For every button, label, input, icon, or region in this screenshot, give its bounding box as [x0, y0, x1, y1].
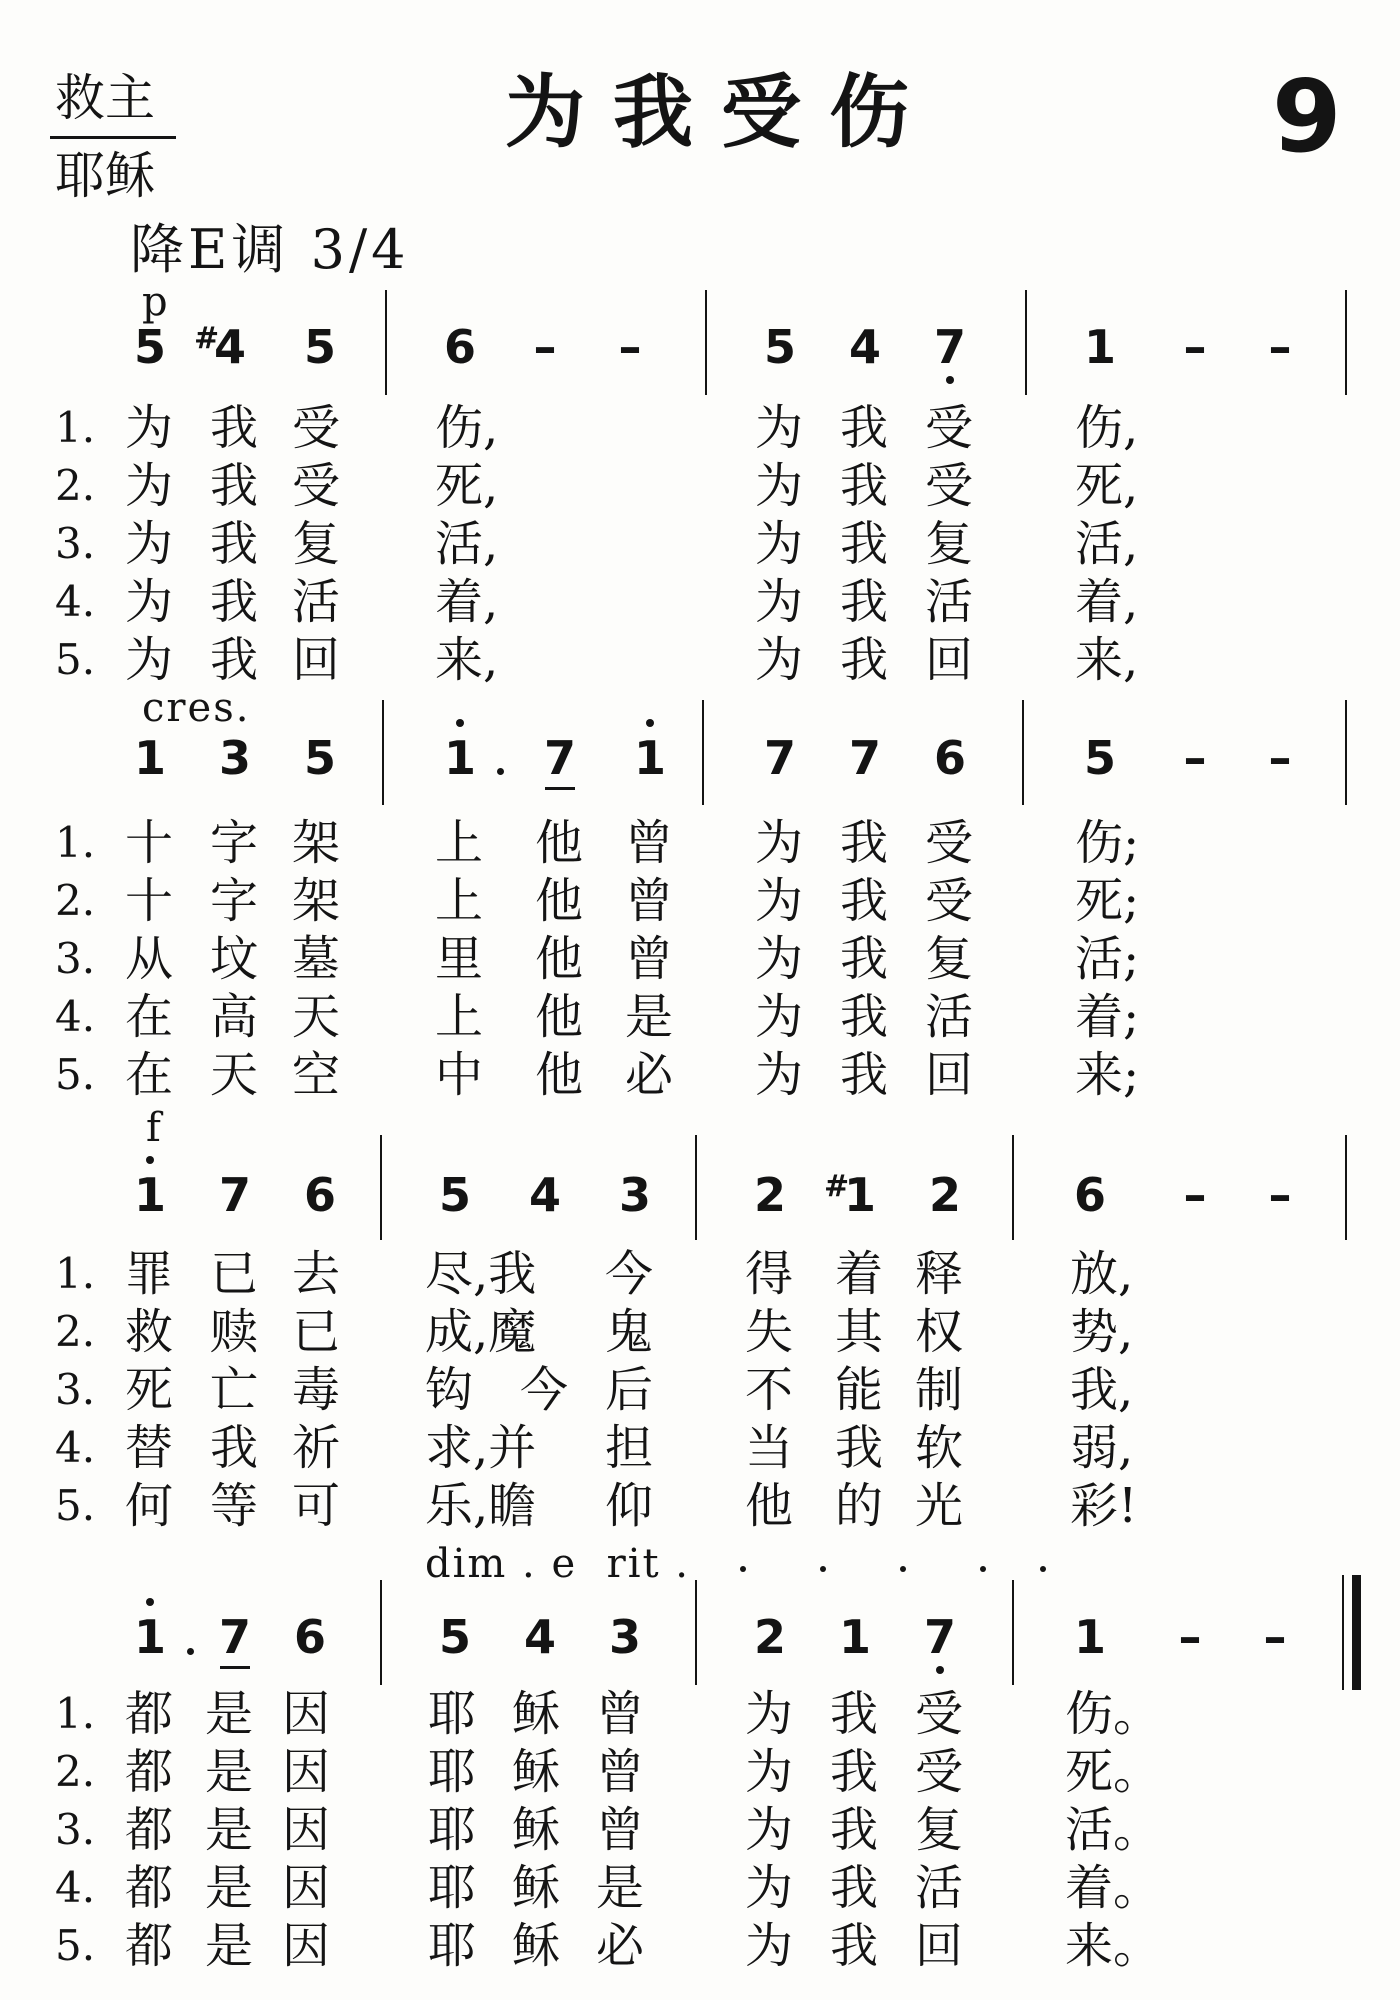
lyric-char: 是 [596, 1860, 645, 1916]
lyric-char: 受 [925, 873, 974, 929]
lyric-char: 字 [210, 873, 259, 929]
lyric-char: 曾 [596, 1686, 645, 1742]
lyric-char: 活 [925, 989, 974, 1045]
lyric-char: 我 [210, 400, 259, 456]
verse-number: 3. [55, 519, 96, 568]
lyric-char: 为 [755, 989, 804, 1045]
lyric-char: 钩 [425, 1362, 474, 1418]
lyric-char: 为 [755, 574, 804, 630]
verse-number: 4. [55, 992, 96, 1041]
lyric-char: 是 [205, 1744, 254, 1800]
lyric-char: 活, [435, 516, 499, 572]
lyric-char: 我 [840, 632, 889, 688]
lyric-char: 我 [830, 1744, 879, 1800]
lyric-char: 坟 [210, 931, 259, 987]
note: 6 [1073, 1168, 1106, 1222]
lyric-char: 为 [755, 1047, 804, 1103]
note: 4 [523, 1610, 556, 1664]
lyric-char: 为 [125, 632, 174, 688]
lyric-char: 我 [840, 989, 889, 1045]
verse-number: 4. [55, 1423, 96, 1472]
dynamic-mark-p: p [142, 279, 168, 325]
verse-number: 2. [55, 876, 96, 925]
augmentation-dot [187, 1648, 194, 1655]
lyric-char: 我 [830, 1918, 879, 1974]
lyric-char: 稣 [512, 1918, 561, 1974]
verse-number: 3. [55, 934, 96, 983]
lyric-char: 必 [596, 1918, 645, 1974]
note: 4 [848, 320, 881, 374]
lyric-char: 里 [435, 931, 484, 987]
lyric-char: 我 [210, 574, 259, 630]
lyric-char: 为 [755, 931, 804, 987]
lyric-char: 我 [830, 1686, 879, 1742]
note-low-octave: 7 [920, 322, 980, 372]
lyric-char: 上 [435, 873, 484, 929]
lyric-char: 受 [292, 458, 341, 514]
lyric-char: 今 [605, 1246, 654, 1302]
lyric-char: 势, [1070, 1304, 1134, 1360]
final-barline-thin [1342, 1575, 1344, 1690]
hymn-title: 为我受伤 [505, 65, 937, 159]
lyric-char: 光 [915, 1478, 964, 1534]
lyric-char: 复 [292, 516, 341, 572]
lyric-char: 是 [205, 1918, 254, 1974]
lyric-char: 都 [125, 1744, 174, 1800]
barline [1012, 1580, 1014, 1685]
lyric-char: 在 [125, 989, 174, 1045]
lyric-char: 为 [125, 516, 174, 572]
note: 1 [1083, 320, 1116, 374]
verse-number: 5. [55, 1481, 96, 1530]
verse-number: 4. [55, 1863, 96, 1912]
note-high-octave: 1 [120, 1170, 180, 1220]
lyric-char: 死 [125, 1362, 174, 1418]
lyric-char: 已 [292, 1304, 341, 1360]
lyric-char: 担 [605, 1420, 654, 1476]
note: 7 [218, 1168, 251, 1222]
lyric-char: 活。 [1065, 1802, 1162, 1858]
lyric-char: 天 [210, 1047, 259, 1103]
key-signature: 降E调 3/4 [130, 218, 410, 281]
lyric-char: 为 [755, 516, 804, 572]
lyric-char: 十 [125, 873, 174, 929]
lyric-char: 受 [925, 815, 974, 871]
barline [1345, 1135, 1347, 1240]
lyric-char: 得 [745, 1246, 794, 1302]
verse-number: 1. [55, 403, 96, 452]
lyric-char: 替 [125, 1420, 174, 1476]
lyric-char: 上 [435, 989, 484, 1045]
lyric-char: 架 [292, 815, 341, 871]
lyric-char: 受 [925, 458, 974, 514]
lyric-char: 为 [745, 1802, 794, 1858]
verse-number: 2. [55, 461, 96, 510]
verse-number: 4. [55, 577, 96, 626]
lyric-char: 我 [840, 873, 889, 929]
lyric-char: 赎 [210, 1304, 259, 1360]
note: 5 [133, 320, 166, 374]
barline [385, 290, 387, 395]
lyric-char: 因 [282, 1860, 331, 1916]
note: 5 [1083, 731, 1116, 785]
verse-number: 5. [55, 635, 96, 684]
note-high-octave: 1 [120, 1612, 180, 1662]
lyric-char: 释 [915, 1246, 964, 1302]
lyric-char: 救 [125, 1304, 174, 1360]
lyric-char: 着, [435, 574, 499, 630]
note: 5 [763, 320, 796, 374]
lyric-char: 天 [292, 989, 341, 1045]
note-eighth: 7 [530, 733, 590, 783]
lyric-char: 因 [282, 1686, 331, 1742]
lyric-char: 稣 [512, 1802, 561, 1858]
lyric-char: 他 [535, 989, 584, 1045]
lyric-char: 为 [755, 873, 804, 929]
lyric-char: 我 [210, 1420, 259, 1476]
barline [380, 1135, 382, 1240]
lyric-char: 空 [292, 1047, 341, 1103]
lyric-char: 都 [125, 1918, 174, 1974]
barline [380, 1580, 382, 1685]
lyric-char: 是 [205, 1802, 254, 1858]
lyric-char: 其 [835, 1304, 884, 1360]
note: 5 [438, 1168, 471, 1222]
lyric-char: 为 [755, 458, 804, 514]
note-high-octave: 1 [620, 733, 680, 783]
lyric-char: 为 [755, 400, 804, 456]
lyric-char: 从 [125, 931, 174, 987]
verse-number: 3. [55, 1365, 96, 1414]
hymn-number: 9 [1272, 58, 1342, 175]
lyric-char: 来。 [1065, 1918, 1162, 1974]
lyric-char: 中 [435, 1047, 484, 1103]
lyric-char: 曾 [596, 1802, 645, 1858]
dash-extension: – [1178, 1610, 1202, 1664]
lyric-char: 伤, [1075, 400, 1139, 456]
lyric-char: 上 [435, 815, 484, 871]
lyric-char: 权 [915, 1304, 964, 1360]
lyric-char: 都 [125, 1686, 174, 1742]
dynamic-mark-cres: cres. [142, 685, 251, 731]
lyric-char: 是 [625, 989, 674, 1045]
lyric-char: 我 [840, 400, 889, 456]
lyric-char: 着。 [1065, 1860, 1162, 1916]
lyric-char: 曾 [625, 873, 674, 929]
lyric-char: 耶 [428, 1686, 477, 1742]
note: 3 [618, 1168, 651, 1222]
lyric-char: 稣 [512, 1744, 561, 1800]
dash-extension: – [1183, 731, 1207, 785]
lyric-char: 求,并 [425, 1420, 537, 1476]
barline [382, 700, 384, 805]
category-label-bottom: 耶稣 [55, 147, 155, 205]
lyric-char: 当 [745, 1420, 794, 1476]
lyric-char: 来, [435, 632, 499, 688]
lyric-char: 放, [1070, 1246, 1134, 1302]
verse-number: 2. [55, 1747, 96, 1796]
lyric-char: 死, [1075, 458, 1139, 514]
barline [695, 1135, 697, 1240]
lyric-char: 稣 [512, 1686, 561, 1742]
note: 7 [763, 731, 796, 785]
lyric-char: 不 [745, 1362, 794, 1418]
lyric-char: 我 [840, 1047, 889, 1103]
note: 1 [1073, 1610, 1106, 1664]
lyric-char: 回 [925, 1047, 974, 1103]
lyric-char: 我 [840, 516, 889, 572]
rit-continuation-dot [900, 1566, 906, 1572]
lyric-char: 我 [210, 516, 259, 572]
lyric-char: 回 [292, 632, 341, 688]
lyric-char: 何 [125, 1478, 174, 1534]
note: 5 [438, 1610, 471, 1664]
final-barline-thick [1352, 1575, 1361, 1690]
lyric-char: 鬼 [605, 1304, 654, 1360]
note: 2 [928, 1168, 961, 1222]
dash-extension: – [533, 320, 557, 374]
note: 5 [303, 731, 336, 785]
lyric-char: 我 [840, 815, 889, 871]
lyric-char: 耶 [428, 1918, 477, 1974]
lyric-char: 死。 [1065, 1744, 1162, 1800]
dynamic-mark-f: f [146, 1105, 161, 1151]
note: 3 [218, 731, 251, 785]
lyric-char: 死; [1075, 873, 1140, 929]
note-sharp: # 1 [824, 1168, 876, 1222]
barline [1022, 700, 1024, 805]
lyric-char: 必 [625, 1047, 674, 1103]
rit-continuation-dot [1040, 1566, 1046, 1572]
lyric-char: 的 [835, 1478, 884, 1534]
lyric-char: 他 [535, 1047, 584, 1103]
note: 1 [838, 1610, 871, 1664]
lyric-char: 活 [915, 1860, 964, 1916]
lyric-char: 成,魔 [425, 1304, 537, 1360]
barline [1345, 700, 1347, 805]
note: 6 [443, 320, 476, 374]
lyric-char: 仰 [605, 1478, 654, 1534]
lyric-char: 是 [205, 1860, 254, 1916]
lyric-char: 彩! [1070, 1478, 1138, 1534]
lyric-char: 字 [210, 815, 259, 871]
lyric-char: 我 [830, 1860, 879, 1916]
lyric-char: 他 [535, 931, 584, 987]
lyric-char: 是 [205, 1686, 254, 1742]
lyric-char: 他 [535, 815, 584, 871]
lyric-char: 我 [840, 574, 889, 630]
lyric-char: 为 [755, 632, 804, 688]
note: 6 [293, 1610, 326, 1664]
dash-extension: – [1268, 731, 1292, 785]
lyric-char: 活 [925, 574, 974, 630]
lyric-char: 在 [125, 1047, 174, 1103]
verse-number: 5. [55, 1050, 96, 1099]
dash-extension: – [1183, 1168, 1207, 1222]
dash-extension: – [618, 320, 642, 374]
lyric-char: 他 [745, 1478, 794, 1534]
lyric-char: 活; [1075, 931, 1140, 987]
lyric-char: 因 [282, 1802, 331, 1858]
lyric-char: 死, [435, 458, 499, 514]
lyric-char: 曾 [625, 815, 674, 871]
note: 7 [848, 731, 881, 785]
lyric-char: 我, [1070, 1362, 1134, 1418]
lyric-char: 能 [835, 1362, 884, 1418]
lyric-char: 来; [1075, 1047, 1140, 1103]
lyric-char: 等 [210, 1478, 259, 1534]
lyric-char: 伤; [1075, 815, 1140, 871]
note-eighth: 7 [205, 1612, 265, 1662]
lyric-char: 乐,瞻 [425, 1478, 537, 1534]
lyric-char: 受 [925, 400, 974, 456]
note-low-octave: 7 [910, 1612, 970, 1662]
lyric-char: 我 [840, 931, 889, 987]
verse-number: 5. [55, 1921, 96, 1970]
lyric-char: 为 [755, 815, 804, 871]
dash-extension: – [1183, 320, 1207, 374]
dash-extension: – [1268, 1168, 1292, 1222]
lyric-char: 因 [282, 1918, 331, 1974]
rit-continuation-dot [820, 1566, 826, 1572]
lyric-char: 为 [125, 400, 174, 456]
lyric-char: 着; [1075, 989, 1140, 1045]
note: 6 [933, 731, 966, 785]
note: 3 [608, 1610, 641, 1664]
note: 5 [303, 320, 336, 374]
lyric-char: 回 [915, 1918, 964, 1974]
note-sharp: # 4 [194, 320, 246, 374]
lyric-char: 着, [1075, 574, 1139, 630]
lyric-char: 活, [1075, 516, 1139, 572]
lyric-char: 今 [520, 1362, 569, 1418]
lyric-char: 十 [125, 815, 174, 871]
barline [1012, 1135, 1014, 1240]
verse-number: 1. [55, 818, 96, 867]
lyric-char: 复 [925, 931, 974, 987]
lyric-char: 墓 [292, 931, 341, 987]
lyric-char: 他 [535, 873, 584, 929]
augmentation-dot [497, 768, 504, 775]
lyric-char: 耶 [428, 1860, 477, 1916]
lyric-char: 受 [915, 1686, 964, 1742]
lyric-char: 回 [925, 632, 974, 688]
barline [705, 290, 707, 395]
lyric-char: 来, [1075, 632, 1139, 688]
lyric-char: 复 [915, 1802, 964, 1858]
lyric-char: 受 [915, 1744, 964, 1800]
lyric-char: 为 [745, 1744, 794, 1800]
dash-extension: – [1268, 320, 1292, 374]
lyric-char: 活 [292, 574, 341, 630]
lyric-char: 都 [125, 1802, 174, 1858]
note: 1 [133, 731, 166, 785]
note: 2 [753, 1610, 786, 1664]
lyric-char: 耶 [428, 1802, 477, 1858]
lyric-char: 我 [840, 458, 889, 514]
lyric-char: 弱, [1070, 1420, 1134, 1476]
lyric-char: 伤, [435, 400, 499, 456]
lyric-char: 为 [745, 1686, 794, 1742]
lyric-char: 祈 [292, 1420, 341, 1476]
lyric-char: 我 [210, 632, 259, 688]
category-divider [50, 136, 176, 139]
lyric-char: 我 [830, 1802, 879, 1858]
lyric-char: 尽,我 [425, 1246, 537, 1302]
lyric-char: 我 [835, 1420, 884, 1476]
lyric-char: 软 [915, 1420, 964, 1476]
lyric-char: 后 [605, 1362, 654, 1418]
verse-number: 1. [55, 1249, 96, 1298]
lyric-char: 伤。 [1065, 1686, 1162, 1742]
lyric-char: 我 [210, 458, 259, 514]
lyric-char: 亡 [210, 1362, 259, 1418]
lyric-char: 高 [210, 989, 259, 1045]
lyric-char: 受 [292, 400, 341, 456]
note-high-octave: 1 [430, 733, 490, 783]
lyric-char: 为 [125, 458, 174, 514]
dash-extension: – [1263, 1610, 1287, 1664]
lyric-char: 耶 [428, 1744, 477, 1800]
category-label-top: 救主 [55, 69, 155, 127]
lyric-char: 毒 [292, 1362, 341, 1418]
lyric-char: 为 [745, 1860, 794, 1916]
lyric-char: 稣 [512, 1860, 561, 1916]
lyric-char: 着 [835, 1246, 884, 1302]
lyric-char: 制 [915, 1362, 964, 1418]
lyric-char: 曾 [596, 1744, 645, 1800]
note: 2 [753, 1168, 786, 1222]
lyric-char: 罪 [125, 1246, 174, 1302]
lyric-char: 已 [210, 1246, 259, 1302]
note: 6 [303, 1168, 336, 1222]
lyric-char: 为 [745, 1918, 794, 1974]
lyric-char: 可 [292, 1478, 341, 1534]
verse-number: 2. [55, 1307, 96, 1356]
lyric-char: 复 [925, 516, 974, 572]
barline [1345, 290, 1347, 395]
barline [1025, 290, 1027, 395]
lyric-char: 都 [125, 1860, 174, 1916]
barline [695, 1580, 697, 1685]
lyric-char: 架 [292, 873, 341, 929]
rit-continuation-dot [740, 1566, 746, 1572]
rit-continuation-dot [980, 1566, 986, 1572]
lyric-char: 去 [292, 1246, 341, 1302]
barline [702, 700, 704, 805]
lyric-char: 曾 [625, 931, 674, 987]
lyric-char: 因 [282, 1744, 331, 1800]
dynamic-mark-dim-rit: dim . e rit . [425, 1541, 690, 1587]
note: 4 [528, 1168, 561, 1222]
verse-number: 1. [55, 1689, 96, 1738]
verse-number: 3. [55, 1805, 96, 1854]
lyric-char: 为 [125, 574, 174, 630]
lyric-char: 失 [745, 1304, 794, 1360]
